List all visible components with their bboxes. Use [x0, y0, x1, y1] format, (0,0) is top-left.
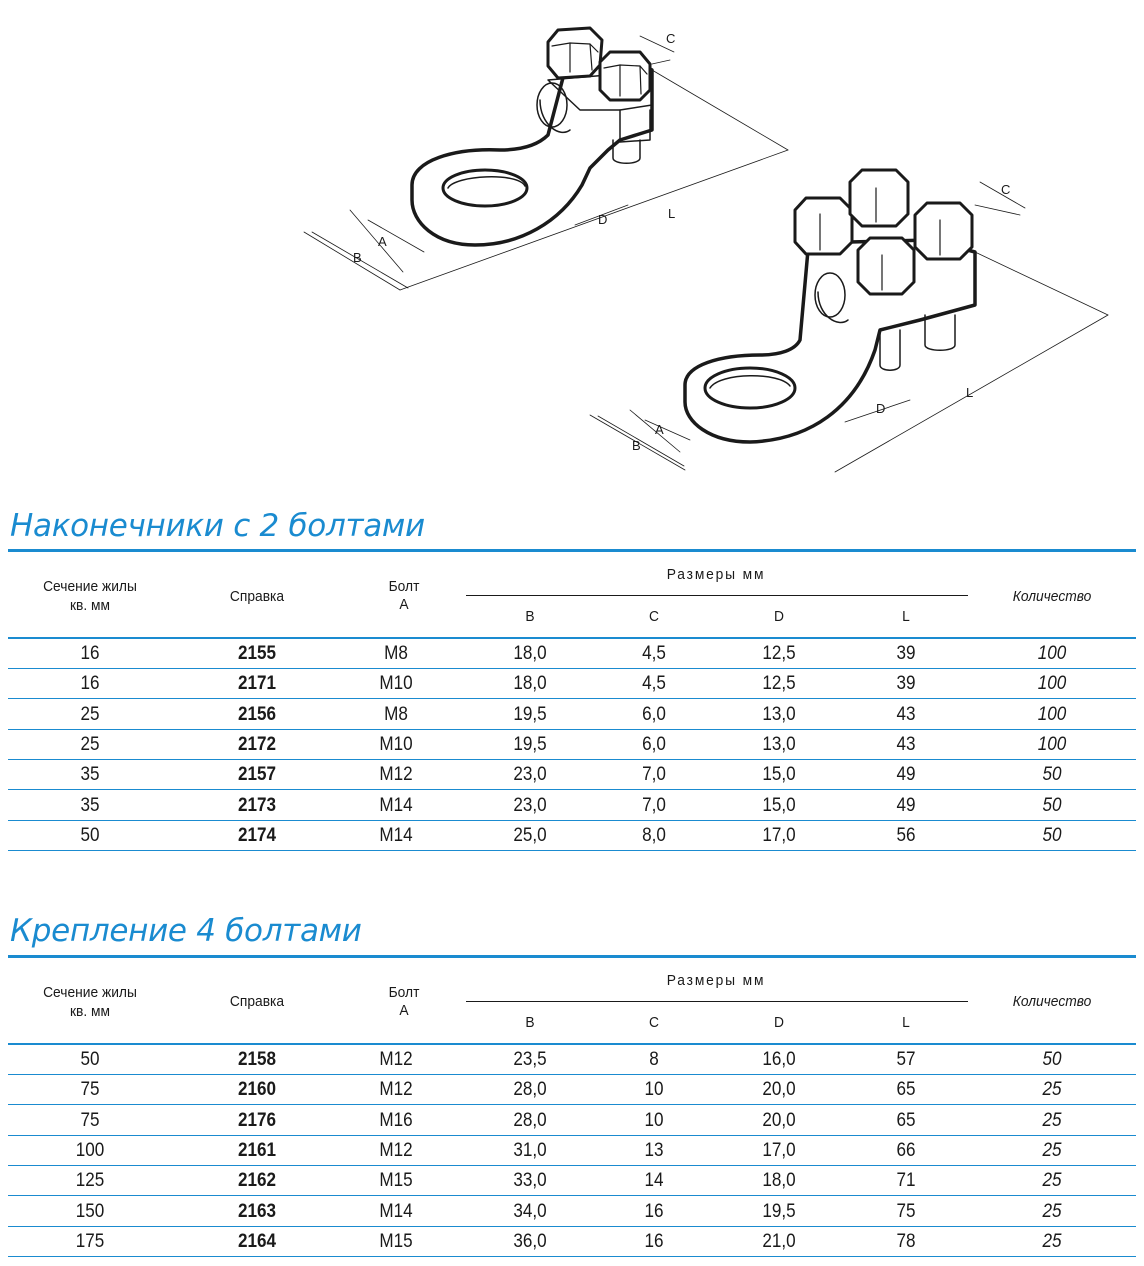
cell-quantity: 100	[1037, 673, 1067, 695]
cell-quantity: 100	[1037, 643, 1067, 664]
cell-l: 65	[896, 1079, 916, 1101]
cell-quantity: 100	[1037, 703, 1067, 725]
cell-b: 18,0	[513, 673, 547, 695]
cell-cross-section: 25	[80, 733, 100, 755]
cell-bolt: M10	[379, 733, 413, 755]
cell-d: 17,0	[762, 824, 796, 846]
cell-quantity: 25	[1042, 1139, 1062, 1161]
cell-l: 75	[896, 1200, 916, 1222]
cell-bolt: M12	[379, 764, 413, 786]
header-section-line1: Сечение жилы	[43, 984, 137, 1001]
cell-l: 66	[896, 1139, 916, 1161]
table-row	[8, 669, 1136, 699]
cell-quantity: 50	[1042, 824, 1062, 846]
cell-c: 6,0	[642, 703, 666, 725]
cell-c: 16	[644, 1230, 664, 1252]
cell-reference: 2174	[237, 824, 277, 846]
cell-b: 25,0	[513, 824, 547, 846]
header-bolt-line1: Болт	[388, 984, 420, 1001]
cell-l: 39	[896, 673, 916, 695]
cell-quantity: 50	[1042, 764, 1062, 786]
dim-label-l-large: L	[966, 385, 974, 400]
cell-b: 36,0	[513, 1230, 547, 1252]
cell-bolt: M14	[379, 1200, 413, 1222]
cell-c: 10	[644, 1109, 664, 1131]
cell-reference: 2172	[237, 733, 277, 755]
cell-l: 49	[896, 764, 916, 786]
header-d: D	[774, 1014, 784, 1031]
cell-reference: 2158	[237, 1049, 277, 1070]
cell-bolt: M12	[379, 1049, 413, 1070]
dim-label-a-small: A	[378, 234, 387, 249]
cell-l: 43	[896, 703, 916, 725]
cell-d: 21,0	[762, 1230, 796, 1252]
header-bolt-line2: A	[399, 1002, 409, 1019]
dim-label-d-small: D	[598, 212, 608, 227]
table-row	[8, 1075, 1136, 1105]
cell-quantity: 50	[1042, 794, 1062, 816]
row-divider	[8, 1256, 1136, 1257]
header-ref: Справка	[229, 993, 285, 1010]
cell-b: 23,5	[513, 1049, 547, 1070]
cell-bolt: M8	[384, 643, 408, 664]
header-c: C	[649, 608, 659, 625]
dim-label-c-large: C	[1001, 182, 1011, 197]
cell-l: 71	[896, 1170, 916, 1192]
table-row	[8, 1227, 1136, 1257]
cell-quantity: 25	[1042, 1079, 1062, 1101]
cell-reference: 2164	[237, 1230, 277, 1252]
cell-b: 18,0	[513, 643, 547, 664]
cell-bolt: M14	[379, 824, 413, 846]
cell-c: 7,0	[642, 794, 666, 816]
cell-cross-section: 75	[80, 1109, 100, 1131]
cell-reference: 2171	[237, 673, 277, 695]
dim-label-b-small: B	[353, 250, 362, 265]
cell-bolt: M12	[379, 1139, 413, 1161]
cell-quantity: 25	[1042, 1230, 1062, 1252]
header-bolt-line1: Болт	[388, 578, 420, 595]
table-row	[8, 1136, 1136, 1166]
header-bolt-line2: A	[399, 596, 409, 613]
header-l: L	[902, 1014, 910, 1031]
table-row	[8, 1197, 1136, 1227]
cell-c: 8,0	[642, 824, 666, 846]
cell-l: 39	[896, 643, 916, 664]
cell-d: 13,0	[762, 703, 796, 725]
cell-quantity: 25	[1042, 1109, 1062, 1131]
cell-cross-section: 16	[80, 673, 100, 695]
cell-c: 4,5	[642, 673, 666, 695]
cell-d: 13,0	[762, 733, 796, 755]
cell-reference: 2155	[237, 643, 277, 664]
cell-cross-section: 100	[75, 1139, 105, 1161]
cell-reference: 2163	[237, 1200, 277, 1222]
table-row	[8, 760, 1136, 790]
table-row	[8, 700, 1136, 730]
table-row	[8, 791, 1136, 821]
cell-cross-section: 75	[80, 1079, 100, 1101]
cell-c: 10	[644, 1079, 664, 1101]
cell-reference: 2162	[237, 1170, 277, 1192]
header-section-line1: Сечение жилы	[43, 578, 137, 595]
cell-bolt: M8	[384, 703, 408, 725]
cell-d: 15,0	[762, 794, 796, 816]
cell-bolt: M10	[379, 673, 413, 695]
cell-c: 6,0	[642, 733, 666, 755]
cell-cross-section: 16	[80, 643, 100, 664]
cell-cross-section: 150	[75, 1200, 105, 1222]
cell-bolt: M16	[379, 1109, 413, 1131]
dim-label-c-small: C	[666, 31, 676, 46]
header-quantity: Количество	[1012, 993, 1092, 1010]
cell-c: 7,0	[642, 764, 666, 786]
cell-c: 4,5	[642, 643, 666, 664]
cell-c: 13	[644, 1139, 664, 1161]
header-dimensions: Размеры мм	[666, 972, 766, 989]
cell-cross-section: 50	[80, 824, 100, 846]
header-b: B	[525, 1014, 535, 1031]
table-row	[8, 1045, 1136, 1075]
header-d: D	[774, 608, 784, 625]
cell-l: 78	[896, 1230, 916, 1252]
cell-quantity: 100	[1037, 733, 1067, 755]
cell-l: 65	[896, 1109, 916, 1131]
cell-d: 17,0	[762, 1139, 796, 1161]
cell-quantity: 50	[1042, 1049, 1062, 1070]
cell-l: 43	[896, 733, 916, 755]
cell-d: 20,0	[762, 1079, 796, 1101]
cell-quantity: 25	[1042, 1170, 1062, 1192]
row-divider	[8, 850, 1136, 851]
cell-reference: 2161	[237, 1139, 277, 1161]
header-section-line2: кв. мм	[69, 597, 111, 614]
two-bolt-lug-drawing	[304, 28, 788, 290]
cell-bolt: M14	[379, 794, 413, 816]
table-row	[8, 1106, 1136, 1136]
cell-l: 56	[896, 824, 916, 846]
dim-label-d-large: D	[876, 401, 886, 416]
table-row	[8, 821, 1136, 851]
cell-b: 19,5	[513, 703, 547, 725]
header-ref: Справка	[229, 588, 285, 605]
table-row	[8, 1166, 1136, 1196]
cell-b: 23,0	[513, 764, 547, 786]
header-c: C	[649, 1014, 659, 1031]
cell-quantity: 25	[1042, 1200, 1062, 1222]
cell-cross-section: 25	[80, 703, 100, 725]
dim-label-b-large: B	[632, 438, 641, 453]
cell-c: 14	[644, 1170, 664, 1192]
cell-b: 28,0	[513, 1109, 547, 1131]
cell-b: 31,0	[513, 1139, 547, 1161]
cell-cross-section: 50	[80, 1049, 100, 1070]
dim-label-l-small: L	[668, 206, 676, 221]
header-b: B	[525, 608, 535, 625]
cell-c: 16	[644, 1200, 664, 1222]
table-row	[8, 639, 1136, 669]
cell-reference: 2157	[237, 764, 277, 786]
cell-reference: 2156	[237, 703, 277, 725]
section-title-two-bolts: Наконечники с 2 болтами	[10, 508, 425, 544]
cell-bolt: M15	[379, 1170, 413, 1192]
cell-d: 12,5	[762, 643, 796, 664]
cell-d: 16,0	[762, 1049, 796, 1070]
cell-b: 23,0	[513, 794, 547, 816]
header-quantity: Количество	[1012, 588, 1092, 605]
cell-b: 28,0	[513, 1079, 547, 1101]
cell-d: 12,5	[762, 673, 796, 695]
header-l: L	[902, 608, 910, 625]
lug-technical-drawing	[290, 10, 1120, 490]
cell-c: 8	[649, 1049, 659, 1070]
cell-d: 15,0	[762, 764, 796, 786]
dim-label-a-large: A	[655, 422, 664, 437]
header-section-line2: кв. мм	[69, 1003, 111, 1020]
cell-b: 19,5	[513, 733, 547, 755]
cell-l: 49	[896, 794, 916, 816]
cell-bolt: M12	[379, 1079, 413, 1101]
cell-d: 19,5	[762, 1200, 796, 1222]
cell-cross-section: 35	[80, 764, 100, 786]
header-dimensions: Размеры мм	[666, 566, 766, 583]
cell-cross-section: 175	[75, 1230, 105, 1252]
cell-reference: 2176	[237, 1109, 277, 1131]
cell-d: 18,0	[762, 1170, 796, 1192]
table-row	[8, 730, 1136, 760]
cell-cross-section: 35	[80, 794, 100, 816]
cell-reference: 2173	[237, 794, 277, 816]
cell-d: 20,0	[762, 1109, 796, 1131]
cell-cross-section: 125	[75, 1170, 105, 1192]
cell-reference: 2160	[237, 1079, 277, 1101]
cell-b: 34,0	[513, 1200, 547, 1222]
cell-bolt: M15	[379, 1230, 413, 1252]
section-title-four-bolts: Крепление 4 болтами	[10, 913, 362, 949]
cell-b: 33,0	[513, 1170, 547, 1192]
cell-l: 57	[896, 1049, 916, 1070]
